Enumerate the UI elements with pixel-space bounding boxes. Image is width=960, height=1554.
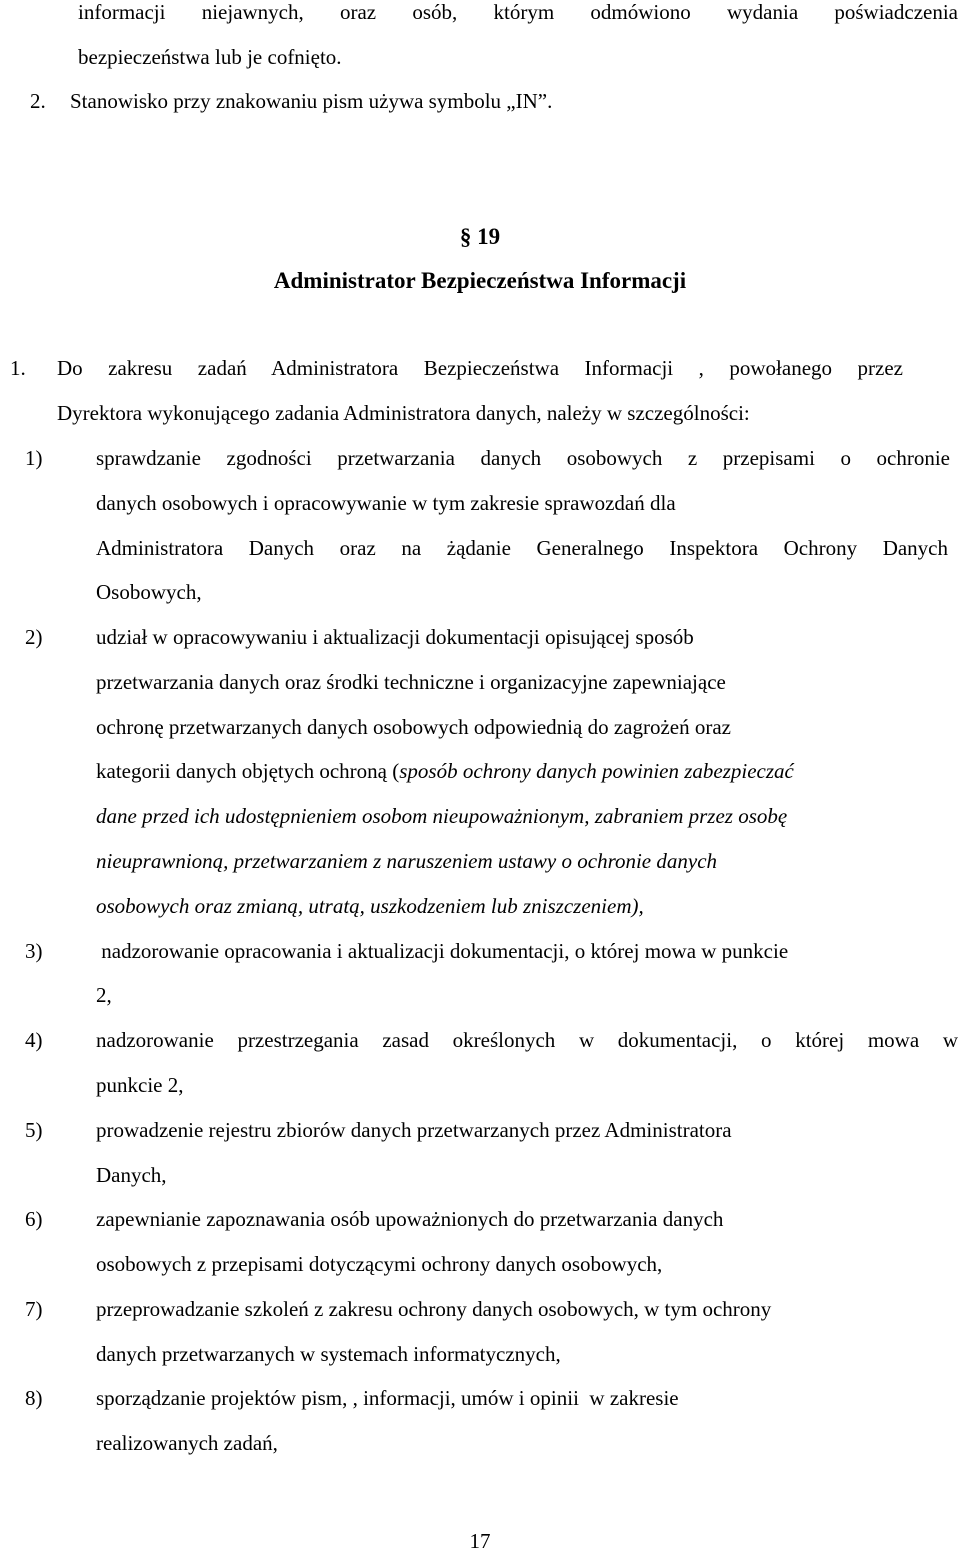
task-3-number: 3) <box>25 939 43 963</box>
task-1-line-2: danych osobowych i opracowywanie w tym zakresie sprawozdań dla <box>96 491 676 515</box>
intro-line-1: informacji niejawnych, oraz osób, którym odmówiono wydania poświadczenia <box>78 0 958 24</box>
task-6-number: 6) <box>25 1207 43 1231</box>
section-title: Administrator Bezpieczeństwa Informacji <box>273 268 687 293</box>
task-3-line-2: 2, <box>96 983 112 1007</box>
intro-line-2: bezpieczeństwa lub je cofnięto. <box>78 45 342 69</box>
task-1-line-3: Administratora Danych oraz na żądanie Generalnego Inspektora Ochrony Danych <box>96 536 948 560</box>
task-8-line-1: sporządzanie projektów pism, , informacji, umów i opinii w zakresie <box>96 1386 679 1410</box>
para-1-line-1: Do zakresu zadań Administratora Bezpieczeństwa Informacji , powołanego przez <box>57 356 903 380</box>
task-7-line-2: danych przetwarzanych w systemach informatycznych, <box>96 1342 561 1366</box>
task-7-number: 7) <box>25 1297 43 1321</box>
intro-item-2-text: Stanowisko przy znakowaniu pism używa symbolu „IN”. <box>70 89 553 113</box>
task-2-number: 2) <box>25 625 43 649</box>
task-2-line-3: ochronę przetwarzanych danych osobowych odpowiednią do zagrożeń oraz <box>96 715 731 739</box>
task-8-number: 8) <box>25 1386 43 1410</box>
task-5-number: 5) <box>25 1118 43 1142</box>
page-number: 17 <box>469 1529 491 1553</box>
section-mark: § 19 <box>459 224 501 249</box>
intro-item-2-number: 2. <box>30 89 46 113</box>
task-2-italic-line-3: osobowych oraz zmianą, utratą, uszkodzeniem lub zniszczeniem), <box>96 894 644 918</box>
para-1-line-2: Dyrektora wykonującego zadania Administratora danych, należy w szczególności: <box>57 401 750 425</box>
task-7-line-1: przeprowadzanie szkoleń z zakresu ochrony danych osobowych, w tym ochrony <box>96 1297 772 1321</box>
task-3-line-1: nadzorowanie opracowania i aktualizacji dokumentacji, o której mowa w punkcie <box>96 939 789 963</box>
task-2-italic-line-2: nieuprawnioną, przetwarzaniem z naruszeniem ustawy o ochronie danych <box>96 849 718 873</box>
task-1-line-1: sprawdzanie zgodności przetwarzania danych osobowych z przepisami o ochronie <box>96 446 950 470</box>
task-4-line-1: nadzorowanie przestrzegania zasad określonych w dokumentacji, o której mowa w <box>96 1028 958 1052</box>
task-2-line-4-regular: kategorii danych objętych ochroną ( <box>96 759 400 783</box>
task-1-line-4: Osobowych, <box>96 580 202 604</box>
task-6-line-1: zapewnianie zapoznawania osób upoważnionych do przetwarzania danych <box>96 1207 724 1231</box>
task-1-number: 1) <box>25 446 43 470</box>
para-1-number: 1. <box>10 356 26 380</box>
task-2-line-4 <box>96 761 794 782</box>
task-2-line-4-italic: sposób ochrony danych powinien zabezpieczać <box>399 759 794 783</box>
task-6-line-2: osobowych z przepisami dotyczącymi ochrony danych osobowych, <box>96 1252 663 1276</box>
task-4-line-2: punkcie 2, <box>96 1073 184 1097</box>
task-8-line-2: realizowanych zadań, <box>96 1431 278 1455</box>
task-5-line-1: prowadzenie rejestru zbiorów danych przetwarzanych przez Administratora <box>96 1118 732 1142</box>
task-2-line-1: udział w opracowywaniu i aktualizacji dokumentacji opisującej sposób <box>96 625 694 649</box>
task-2-italic-line-1: dane przed ich udostępnieniem osobom nieupoważnionym, zabraniem przez osobę <box>96 804 788 828</box>
task-4-number: 4) <box>25 1028 43 1052</box>
task-5-line-2: Danych, <box>96 1163 167 1187</box>
task-2-line-2: przetwarzania danych oraz środki techniczne i organizacyjne zapewniające <box>96 670 726 694</box>
